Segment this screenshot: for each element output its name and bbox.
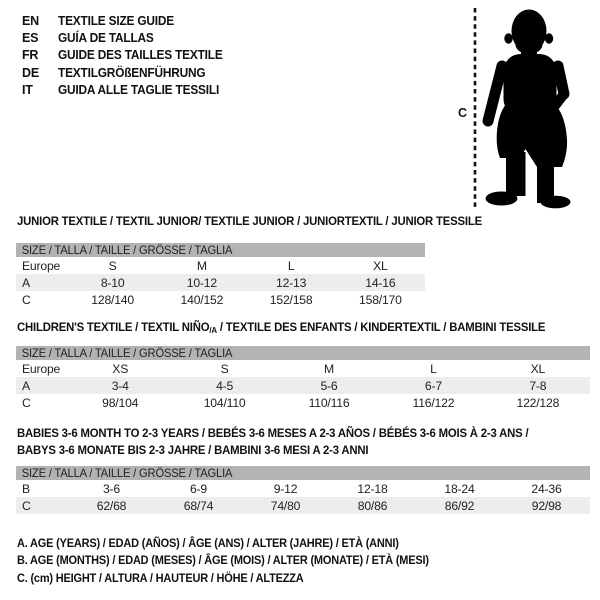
size-header-bar	[16, 243, 425, 257]
size-cell: S	[220, 361, 229, 376]
size-cell: L	[430, 361, 437, 376]
height-measure-label: C	[458, 106, 468, 120]
row-label: B	[22, 481, 30, 496]
height-cell: 98/104	[102, 395, 139, 410]
height-cell: 128/140	[91, 292, 134, 307]
size-header-bar	[16, 466, 590, 480]
height-cell: 152/158	[269, 292, 313, 307]
size-header-label: SIZE / TALLA / TAILLE / GRÖSSE / TAGLIA	[21, 243, 233, 257]
babies-title-line1: BABIES 3-6 MONTH TO 2-3 YEARS / BEBÉS 3-6 MESES A 2-3 AÑOS / BÉBÉS 3-6 MOIS À 2-3 ANS /	[17, 426, 529, 440]
junior-size-table	[16, 243, 425, 308]
age-cell: 8-10	[100, 275, 125, 290]
height-cell: 68/74	[183, 498, 214, 513]
age-cell: 12-13	[276, 275, 307, 290]
size-cell: XS	[112, 361, 129, 376]
height-cell: 80/86	[357, 498, 388, 513]
row-label: Europe	[22, 361, 61, 376]
language-row-it	[22, 82, 231, 99]
height-cell: 74/80	[270, 498, 301, 513]
junior-table-title: JUNIOR TEXTILE / TEXTIL JUNIOR/ TEXTILE JUNIOR / JUNIORTEXTIL / JUNIOR TESSILE	[17, 214, 482, 228]
language-code: EN	[22, 13, 39, 28]
legend-footnotes	[17, 536, 460, 588]
table-row-height	[16, 497, 590, 514]
height-cell: 104/110	[203, 395, 246, 410]
language-row-es	[22, 29, 231, 46]
language-code: DE	[22, 65, 39, 80]
months-cell: 12-18	[357, 481, 388, 496]
row-label: C	[22, 395, 31, 410]
row-label: C	[22, 292, 31, 307]
toddler-figure	[430, 0, 600, 215]
age-cell: 4-5	[216, 378, 234, 393]
language-row-en	[22, 12, 231, 29]
height-cell: 92/98	[531, 498, 562, 513]
months-cell: 6-9	[189, 481, 207, 496]
table-row-europe	[16, 360, 590, 377]
age-cell: 3-4	[111, 378, 129, 393]
babies-table-title	[17, 426, 528, 461]
age-cell: 14-16	[365, 275, 396, 290]
table-row-months	[16, 480, 590, 497]
height-cell: 86/92	[444, 498, 475, 513]
table-row-age	[16, 274, 425, 291]
babies-title-line2: BABYS 3-6 MONATE BIS 2-3 JAHRE / BAMBINI 3-6 MESI A 2-3 ANNI	[17, 443, 369, 458]
table-row-height	[16, 394, 590, 411]
children-table-title	[17, 320, 545, 335]
language-code: FR	[22, 48, 39, 63]
size-cell: XL	[373, 258, 388, 273]
language-title: GUIDA ALLE TAGLIE TESSILI	[58, 83, 220, 98]
footnote-age-months: B. AGE (MONTHS) / EDAD (MESES) / ÂGE (MOIS) / ALTER (MONATE) / ETÀ (MESI)	[17, 553, 429, 568]
row-label: C	[22, 498, 31, 513]
children-title-pre: CHILDREN'S TEXTILE / TEXTIL NIÑO	[17, 320, 210, 334]
row-label: Europe	[22, 258, 61, 273]
age-cell: 7-8	[529, 378, 547, 393]
size-cell: M	[324, 361, 334, 376]
size-header-label: SIZE / TALLA / TAILLE / GRÖSSE / TAGLIA	[21, 466, 233, 480]
children-title-sub: /A	[209, 325, 217, 335]
babies-size-table	[16, 466, 590, 514]
months-cell: 9-12	[273, 481, 298, 496]
size-header-label: SIZE / TALLA / TAILLE / GRÖSSE / TAGLIA	[21, 346, 233, 360]
language-title: GUÍA DE TALLAS	[58, 31, 154, 46]
age-cell: 6-7	[424, 378, 442, 393]
months-cell: 24-36	[531, 481, 562, 496]
language-row-fr	[22, 47, 231, 64]
size-cell: S	[108, 258, 117, 273]
height-cell: 122/128	[516, 395, 560, 410]
language-title: TEXTILE SIZE GUIDE	[58, 13, 175, 28]
language-row-de	[22, 64, 231, 81]
age-cell: 10-12	[186, 275, 217, 290]
children-title-post: / TEXTILE DES ENFANTS / KINDERTEXTIL / BAMBINI TESSILE	[216, 320, 546, 334]
size-cell: L	[287, 258, 295, 273]
children-size-table	[16, 346, 590, 411]
months-cell: 3-6	[102, 481, 120, 496]
height-cell: 140/152	[180, 292, 224, 307]
language-code: ES	[22, 31, 39, 46]
months-cell: 18-24	[444, 481, 475, 496]
table-row-height	[16, 291, 425, 308]
height-cell: 62/68	[96, 498, 127, 513]
row-label: A	[22, 275, 30, 290]
footnote-height: C. (cm) HEIGHT / ALTURA / HAUTEUR / HÖHE / ALTEZZA	[17, 570, 304, 585]
language-title-list	[22, 12, 231, 99]
size-header-bar	[16, 346, 590, 360]
language-title: TEXTILGRÖßENFÜHRUNG	[58, 65, 206, 80]
footnote-age-years: A. AGE (YEARS) / EDAD (AÑOS) / ÂGE (ANS) / ALTER (JAHRE) / ETÀ (ANNI)	[17, 536, 399, 550]
age-cell: 5-6	[320, 378, 338, 393]
height-cell: 110/116	[308, 395, 350, 410]
size-cell: M	[196, 258, 207, 273]
language-code: IT	[22, 83, 33, 98]
table-row-age	[16, 377, 590, 394]
size-cell: XL	[530, 361, 546, 376]
row-label: A	[22, 378, 30, 393]
toddler-silhouette-icon	[486, 10, 571, 209]
height-cell: 158/170	[359, 292, 402, 307]
table-row-europe	[16, 257, 425, 274]
language-title: GUIDE DES TAILLES TEXTILE	[58, 48, 223, 63]
height-cell: 116/122	[412, 395, 455, 410]
